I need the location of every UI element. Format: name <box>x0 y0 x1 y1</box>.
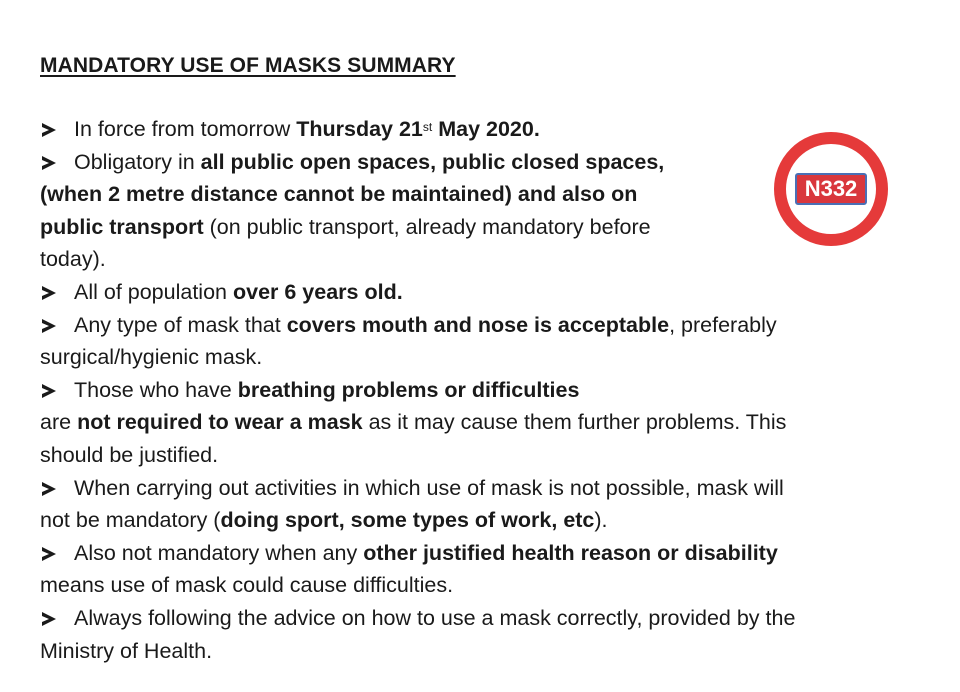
text: surgical/hygienic mask. <box>40 345 263 370</box>
text: All of population <box>74 279 233 304</box>
text-line <box>40 113 920 146</box>
text: Obligatory in <box>74 149 201 174</box>
bold-text: (when 2 metre distance cannot be maintained) and also on <box>40 182 638 207</box>
arrow-bullet-icon <box>40 374 74 410</box>
text-line <box>40 276 920 309</box>
bold-text: doing sport, some types of work, etc <box>220 508 595 533</box>
text: When carrying out activities in which use of mask is not possible, mask will <box>74 475 784 500</box>
bullet-list <box>40 113 920 667</box>
text-line <box>40 309 920 342</box>
arrow-bullet-icon <box>40 113 74 149</box>
text-line <box>40 537 920 570</box>
text: as it may cause them further problems. This <box>362 410 787 435</box>
text-line <box>40 439 920 472</box>
list-item <box>40 146 920 276</box>
text-line <box>40 178 920 211</box>
text: should be justified. <box>40 442 219 467</box>
text: Always following the advice on how to use a mask correctly, provided by the <box>74 605 796 630</box>
text: means use of mask could cause difficulties. <box>40 573 454 598</box>
text: (on public transport, already mandatory before <box>203 214 651 239</box>
bold-text: not required to wear a mask <box>77 410 363 435</box>
text-line <box>40 635 920 668</box>
document-title: MANDATORY USE OF MASKS SUMMARY <box>40 54 456 77</box>
list-item <box>40 602 920 667</box>
list-item <box>40 374 920 472</box>
arrow-bullet-icon <box>40 309 74 345</box>
bold-text: public transport <box>40 214 204 239</box>
text: not be mandatory ( <box>40 508 221 533</box>
text: Any type of mask that <box>74 312 287 337</box>
text: are <box>40 410 78 435</box>
list-item <box>40 113 920 146</box>
text-line <box>40 472 920 505</box>
text-line <box>40 243 920 276</box>
bold-text: covers mouth and nose is acceptable <box>286 312 670 337</box>
arrow-bullet-icon <box>40 472 74 508</box>
text: Ministry of Health. <box>40 638 213 663</box>
text-line <box>40 504 920 537</box>
text-line <box>40 602 920 635</box>
bold-text: st <box>422 120 433 134</box>
text: Those who have <box>74 377 238 402</box>
bold-text: Thursday 21 <box>296 117 423 141</box>
bold-text: over 6 years old. <box>232 279 403 304</box>
text: In force from tomorrow <box>74 117 297 141</box>
text-line <box>40 406 920 439</box>
list-item <box>40 309 920 374</box>
text: ). <box>594 508 608 533</box>
text-line <box>40 569 920 602</box>
logo-text: N332 <box>804 176 858 201</box>
arrow-bullet-icon <box>40 276 74 312</box>
text: Also not mandatory when any <box>74 540 364 565</box>
text-line <box>40 341 920 374</box>
text-line <box>40 374 920 407</box>
text: today). <box>40 247 106 272</box>
text-line <box>40 146 920 179</box>
text-line <box>40 211 920 244</box>
arrow-bullet-icon <box>40 602 74 638</box>
list-item <box>40 537 920 602</box>
bold-text: other justified health reason or disability <box>363 540 778 565</box>
list-item <box>40 276 920 309</box>
bold-text: May 2020. <box>432 117 540 141</box>
bold-text: breathing problems or difficulties <box>237 377 580 402</box>
bold-text: all public open spaces, public closed spaces, <box>200 149 665 174</box>
list-item <box>40 472 920 537</box>
arrow-bullet-icon <box>40 146 74 182</box>
text: , preferably <box>669 312 777 337</box>
arrow-bullet-icon <box>40 537 74 573</box>
